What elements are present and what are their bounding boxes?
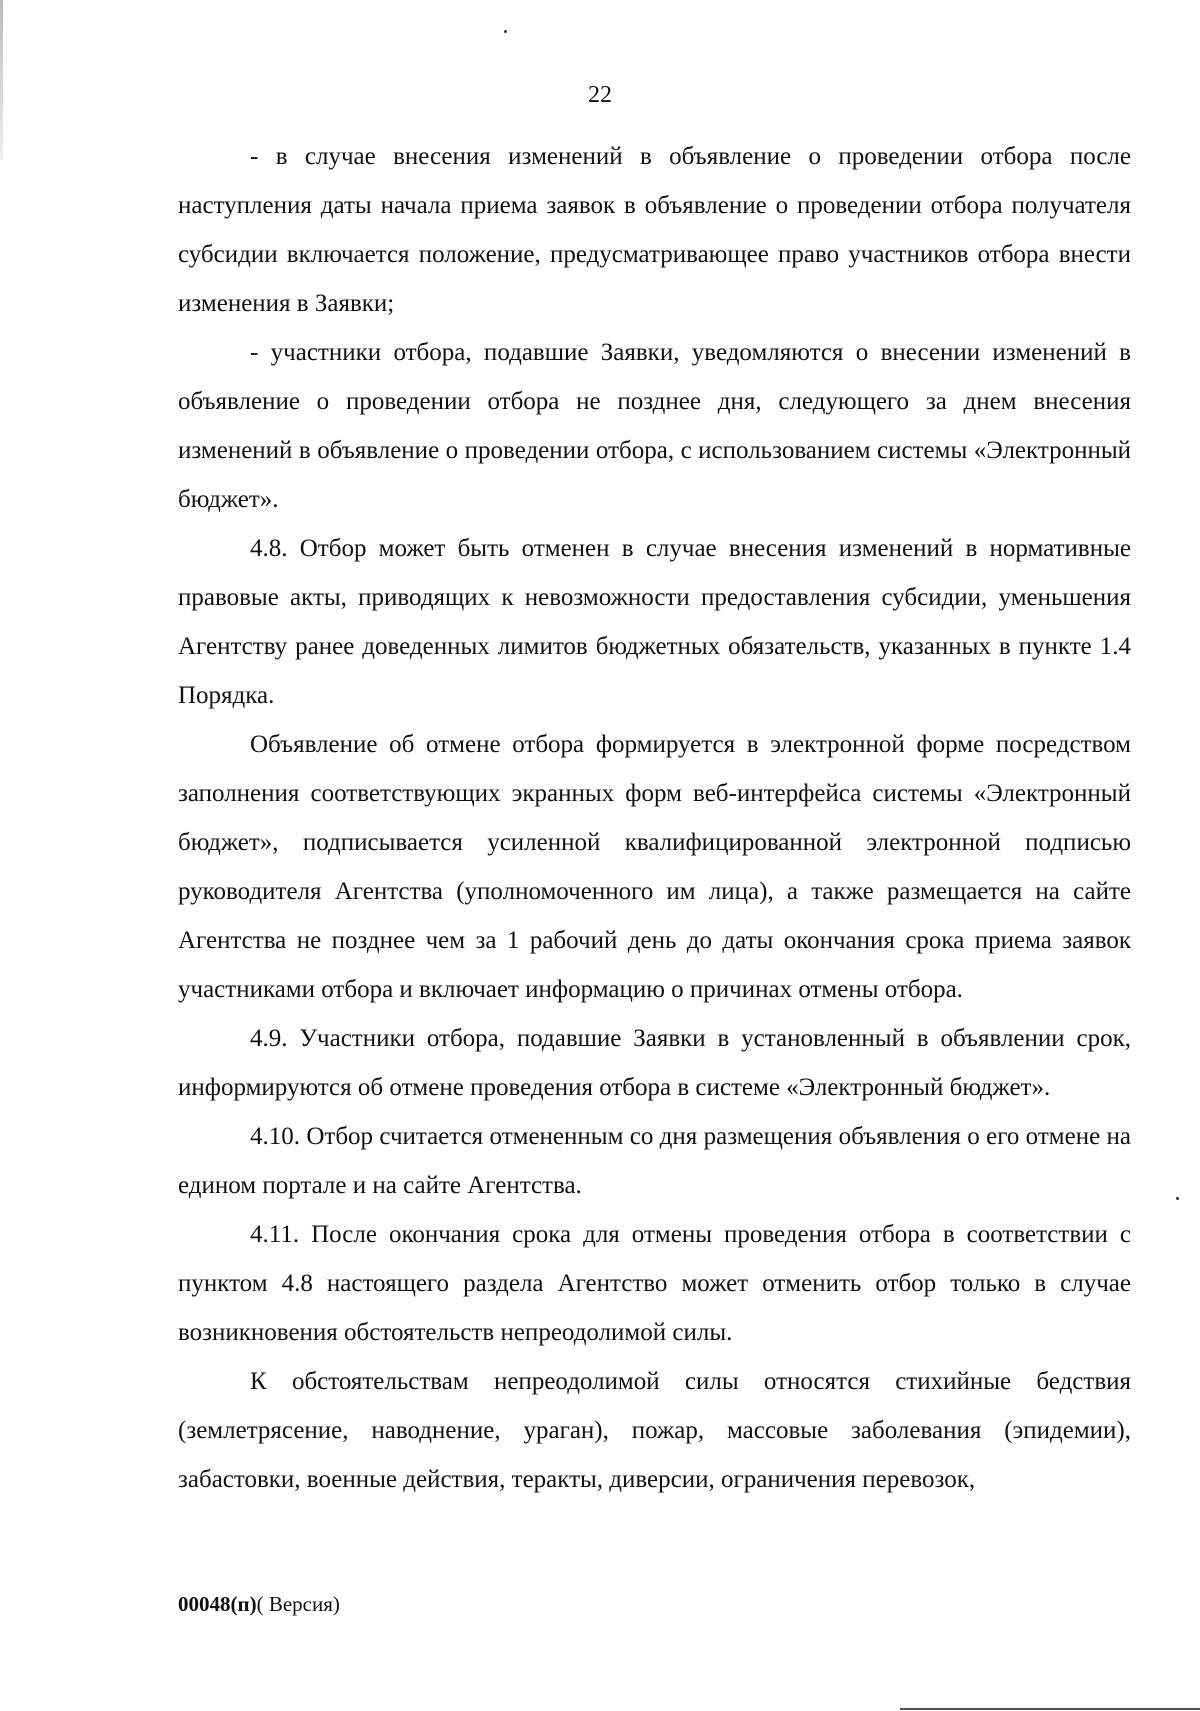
paragraph: Объявление об отмене отбора формируется в электронной форме посредством заполнения соответствующих экранных форм веб-интерфейса системы «Электронный бюджет», подписывается усиленной квалифицированной электронной подписью руководителя Агентства (уполномоченного им лица), а также размещается на сайте Агентства не позднее чем за 1 рабочий день до даты окончания срока приема заявок участниками отбора и включает информацию о причинах отмены отбора.: [178, 731, 1131, 1003]
scan-speck: [504, 30, 507, 33]
document-code: 00048(п): [178, 1592, 257, 1616]
paragraph: 4.10. Отбор считается отмененным со дня размещения объявления о его отмене на едином портале и на сайте Агентства.: [178, 1123, 1131, 1199]
scan-speck: [1176, 1197, 1179, 1200]
bottom-rule-line: [900, 1708, 1200, 1710]
document-version: ( Версия): [256, 1592, 340, 1616]
paragraph: 4.9. Участники отбора, подавшие Заявки в установленный в объявлении срок, информируются об отмене проведения отбора в системе «Электронный бюджет».: [178, 1025, 1131, 1101]
paragraph: 4.8. Отбор может быть отменен в случае внесения изменений в нормативные правовые акты, приводящих к невозможности предоставления субсидии, уменьшения Агентству ранее доведенных лимитов бюджетных обязательств, указанных в пункте 1.4 Порядка.: [178, 535, 1131, 709]
paragraph: 4.11. После окончания срока для отмены проведения отбора в соответствии с пунктом 4.8 настоящего раздела Агентство может отменить отбор только в случае возникновения обстоятельств непреодолимой силы.: [178, 1221, 1131, 1346]
paragraph: - участники отбора, подавшие Заявки, уведомляются о внесении изменений в объявление о проведении отбора не позднее дня, следующего за днем внесения изменений в объявление о проведении отбора, с использованием системы «Электронный бюджет».: [178, 339, 1131, 513]
document-body: [178, 132, 1131, 1504]
document-footer: [178, 1590, 340, 1618]
page-number: 22: [588, 82, 612, 108]
paragraph: - в случае внесения изменений в объявление о проведении отбора после наступления даты начала приема заявок в объявление о проведении отбора получателя субсидии включается положение, предусматривающее право участников отбора внести изменения в Заявки;: [178, 143, 1131, 317]
paragraph: К обстоятельствам непреодолимой силы относятся стихийные бедствия (землетрясение, наводнение, ураган), пожар, массовые заболевания (эпидемии), забастовки, военные действия, теракты, диверсии, ограничения перевозок,: [178, 1368, 1131, 1493]
